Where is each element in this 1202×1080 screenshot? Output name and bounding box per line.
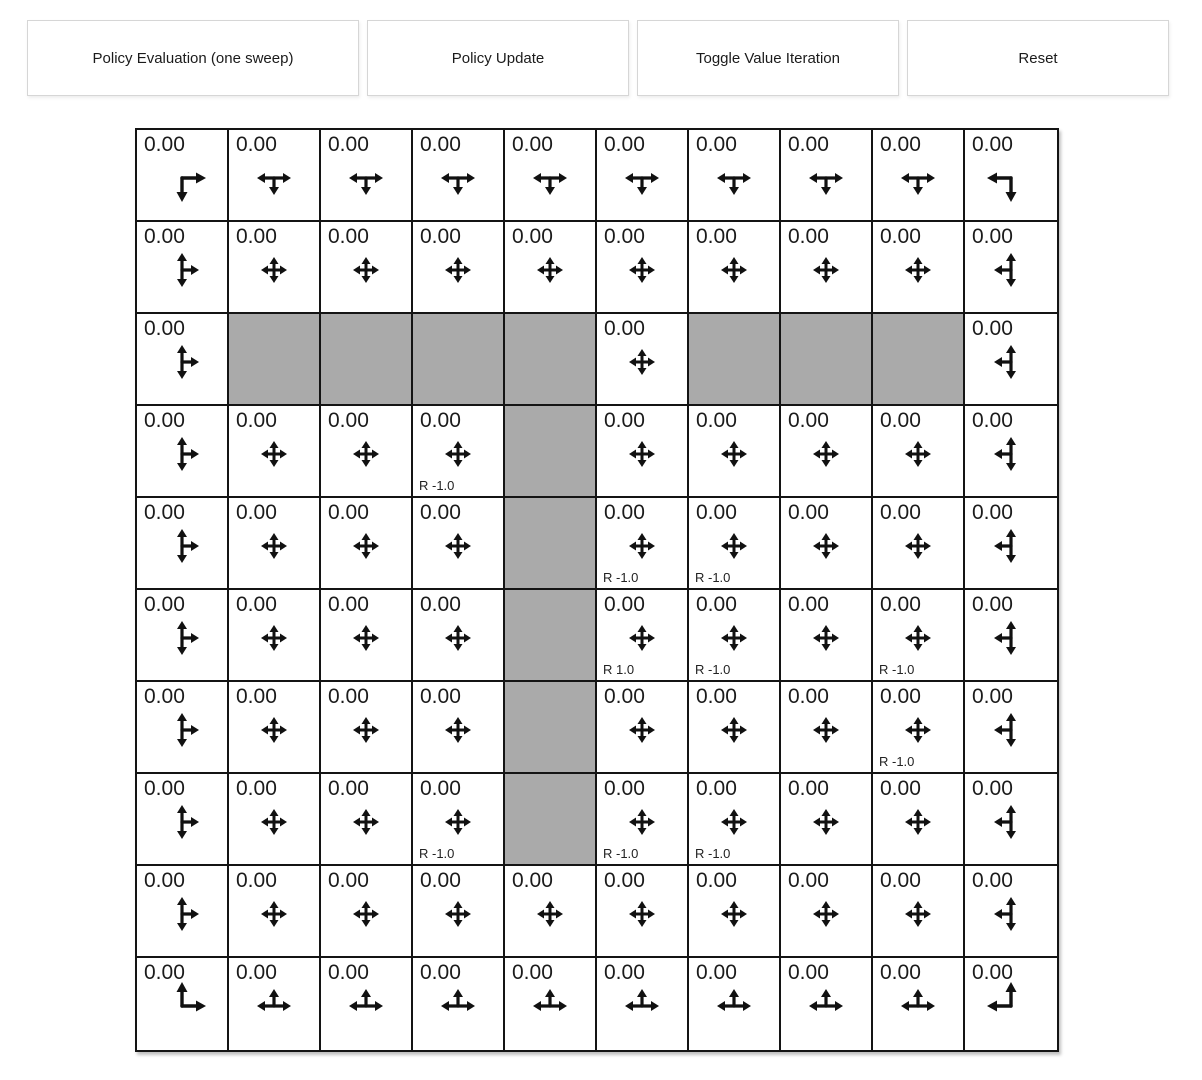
grid-cell <box>781 590 873 682</box>
policy-arrows-icon <box>890 426 946 482</box>
policy-arrows-icon <box>246 794 302 850</box>
grid-cell <box>137 682 229 774</box>
cell-value: 0.00 <box>144 777 185 800</box>
cell-value: 0.00 <box>880 961 921 984</box>
policy-arrows-icon <box>983 702 1039 758</box>
policy-arrows-icon <box>154 242 210 298</box>
gridworld <box>135 128 1059 1052</box>
cell-value: 0.00 <box>604 777 645 800</box>
wall-cell <box>505 774 597 866</box>
grid-cell <box>321 498 413 590</box>
grid-cell <box>597 406 689 498</box>
grid-cell <box>321 406 413 498</box>
cell-value: 0.00 <box>144 409 185 432</box>
grid-cell <box>965 314 1057 406</box>
cell-value: 0.00 <box>696 961 737 984</box>
grid-cell <box>689 774 781 866</box>
policy-arrows-icon <box>706 518 762 574</box>
grid-cell <box>229 682 321 774</box>
policy-arrows-icon <box>154 334 210 390</box>
cell-value: 0.00 <box>328 777 369 800</box>
wall-cell <box>413 314 505 406</box>
policy-arrows-icon <box>614 702 670 758</box>
policy-arrows-icon <box>338 610 394 666</box>
grid-cell <box>137 222 229 314</box>
cell-value: 0.00 <box>236 869 277 892</box>
policy-arrows-icon <box>983 794 1039 850</box>
grid-cell <box>873 958 965 1050</box>
policy-arrows-icon <box>890 150 946 206</box>
grid-cell <box>873 682 965 774</box>
cell-value: 0.00 <box>328 869 369 892</box>
policy-arrows-icon <box>706 610 762 666</box>
grid-cell <box>781 498 873 590</box>
reset-button[interactable]: Reset <box>907 20 1169 96</box>
cell-value: 0.00 <box>696 869 737 892</box>
policy-arrows-icon <box>614 978 670 1034</box>
policy-arrows-icon <box>246 702 302 758</box>
policy-arrows-icon <box>430 610 486 666</box>
grid-cell <box>965 866 1057 958</box>
policy-arrows-icon <box>246 886 302 942</box>
policy-arrows-icon <box>983 610 1039 666</box>
grid-cell <box>689 130 781 222</box>
grid-cell <box>873 866 965 958</box>
grid-cell <box>781 222 873 314</box>
cell-value: 0.00 <box>604 133 645 156</box>
cell-value: 0.00 <box>144 317 185 340</box>
cell-value: 0.00 <box>788 961 829 984</box>
cell-value: 0.00 <box>328 133 369 156</box>
policy-arrows-icon <box>338 426 394 482</box>
cell-value: 0.00 <box>880 777 921 800</box>
policy-arrows-icon <box>430 978 486 1034</box>
policy-arrows-icon <box>338 518 394 574</box>
cell-reward: R 1.0 <box>603 662 635 677</box>
grid-cell <box>597 498 689 590</box>
wall-cell <box>505 590 597 682</box>
grid-cell <box>137 130 229 222</box>
grid-cell <box>413 130 505 222</box>
policy-arrows-icon <box>430 242 486 298</box>
grid-cell <box>413 958 505 1050</box>
grid-cell <box>965 774 1057 866</box>
policy-arrows-icon <box>798 886 854 942</box>
cell-value: 0.00 <box>328 501 369 524</box>
cell-value: 0.00 <box>788 409 829 432</box>
policy-arrows-icon <box>246 426 302 482</box>
grid-cell <box>229 774 321 866</box>
grid-cell <box>137 406 229 498</box>
wall-cell <box>505 682 597 774</box>
cell-value: 0.00 <box>880 593 921 616</box>
grid-cell <box>321 590 413 682</box>
policy-arrows-icon <box>246 978 302 1034</box>
grid-cell <box>781 958 873 1050</box>
cell-value: 0.00 <box>788 685 829 708</box>
policy-arrows-icon <box>246 242 302 298</box>
grid-cell <box>781 406 873 498</box>
grid-cell <box>597 590 689 682</box>
grid-cell <box>873 130 965 222</box>
grid-cell <box>689 222 781 314</box>
grid-cell <box>321 130 413 222</box>
grid-cell <box>781 130 873 222</box>
cell-value: 0.00 <box>236 501 277 524</box>
grid-cell <box>321 866 413 958</box>
policy-arrows-icon <box>338 242 394 298</box>
cell-value: 0.00 <box>880 133 921 156</box>
policy-arrows-icon <box>798 150 854 206</box>
cell-value: 0.00 <box>144 225 185 248</box>
cell-value: 0.00 <box>604 225 645 248</box>
grid-cell <box>229 590 321 682</box>
policy-arrows-icon <box>430 426 486 482</box>
cell-value: 0.00 <box>972 133 1013 156</box>
policy-arrows-icon <box>430 794 486 850</box>
toggle-value-iteration-button[interactable]: Toggle Value Iteration <box>637 20 899 96</box>
policy-arrows-icon <box>338 794 394 850</box>
grid-cell <box>413 774 505 866</box>
cell-value: 0.00 <box>972 225 1013 248</box>
wall-cell <box>505 498 597 590</box>
grid-cell <box>597 130 689 222</box>
wall-cell <box>321 314 413 406</box>
policy-arrows-icon <box>798 242 854 298</box>
grid-cell <box>597 866 689 958</box>
policy-arrows-icon <box>614 794 670 850</box>
grid-cell <box>413 498 505 590</box>
cell-value: 0.00 <box>604 317 645 340</box>
policy-arrows-icon <box>338 150 394 206</box>
cell-value: 0.00 <box>144 961 185 984</box>
cell-value: 0.00 <box>972 593 1013 616</box>
policy-arrows-icon <box>430 150 486 206</box>
grid-cell <box>229 958 321 1050</box>
policy-arrows-icon <box>890 794 946 850</box>
cell-value: 0.00 <box>972 409 1013 432</box>
cell-value: 0.00 <box>144 685 185 708</box>
grid-cell <box>505 866 597 958</box>
cell-value: 0.00 <box>236 409 277 432</box>
wall-cell <box>229 314 321 406</box>
grid-cell <box>689 958 781 1050</box>
policy-arrows-icon <box>706 150 762 206</box>
policy-arrows-icon <box>522 978 578 1034</box>
wall-cell <box>689 314 781 406</box>
cell-value: 0.00 <box>972 869 1013 892</box>
policy-arrows-icon <box>614 886 670 942</box>
policy-arrows-icon <box>614 150 670 206</box>
policy-arrows-icon <box>522 150 578 206</box>
cell-value: 0.00 <box>420 501 461 524</box>
policy-arrows-icon <box>890 610 946 666</box>
cell-value: 0.00 <box>512 133 553 156</box>
cell-reward: R -1.0 <box>695 570 731 585</box>
grid-cell <box>965 682 1057 774</box>
cell-value: 0.00 <box>696 593 737 616</box>
cell-value: 0.00 <box>328 685 369 708</box>
cell-value: 0.00 <box>420 593 461 616</box>
wall-cell <box>781 314 873 406</box>
policy-arrows-icon <box>154 794 210 850</box>
cell-value: 0.00 <box>788 225 829 248</box>
cell-reward: R -1.0 <box>695 846 731 861</box>
cell-value: 0.00 <box>604 409 645 432</box>
policy-arrows-icon <box>614 426 670 482</box>
cell-value: 0.00 <box>236 685 277 708</box>
policy-arrows-icon <box>614 610 670 666</box>
cell-value: 0.00 <box>880 685 921 708</box>
policy-arrows-icon <box>706 886 762 942</box>
grid-cell <box>413 866 505 958</box>
grid-cell <box>781 866 873 958</box>
cell-value: 0.00 <box>696 133 737 156</box>
cell-value: 0.00 <box>328 593 369 616</box>
policy-arrows-icon <box>522 242 578 298</box>
grid-cell <box>321 958 413 1050</box>
grid-cell <box>965 590 1057 682</box>
grid-cell <box>597 682 689 774</box>
cell-value: 0.00 <box>972 685 1013 708</box>
policy-arrows-icon <box>890 518 946 574</box>
grid-cell <box>137 314 229 406</box>
policy-arrows-icon <box>706 242 762 298</box>
cell-value: 0.00 <box>420 685 461 708</box>
policy-arrows-icon <box>614 518 670 574</box>
cell-value: 0.00 <box>236 593 277 616</box>
policy-arrows-icon <box>338 978 394 1034</box>
policy-arrows-icon <box>890 702 946 758</box>
cell-value: 0.00 <box>604 685 645 708</box>
policy-arrows-icon <box>706 426 762 482</box>
policy-arrows-icon <box>983 886 1039 942</box>
grid-cell <box>781 774 873 866</box>
cell-value: 0.00 <box>972 317 1013 340</box>
policy-arrows-icon <box>798 610 854 666</box>
policy-arrows-icon <box>706 978 762 1034</box>
cell-value: 0.00 <box>788 777 829 800</box>
cell-value: 0.00 <box>420 869 461 892</box>
cell-value: 0.00 <box>604 869 645 892</box>
grid-cell <box>229 498 321 590</box>
policy-arrows-icon <box>706 702 762 758</box>
cell-value: 0.00 <box>420 133 461 156</box>
grid-cell <box>965 222 1057 314</box>
cell-value: 0.00 <box>788 133 829 156</box>
cell-value: 0.00 <box>880 501 921 524</box>
cell-value: 0.00 <box>420 409 461 432</box>
grid-cell <box>873 222 965 314</box>
grid-cell <box>137 590 229 682</box>
cell-value: 0.00 <box>604 593 645 616</box>
cell-value: 0.00 <box>512 961 553 984</box>
grid-cell <box>321 774 413 866</box>
policy-arrows-icon <box>983 426 1039 482</box>
grid-cell <box>505 130 597 222</box>
cell-reward: R -1.0 <box>695 662 731 677</box>
grid-cell <box>689 682 781 774</box>
grid-cell <box>137 498 229 590</box>
cell-reward: R -1.0 <box>419 846 455 861</box>
policy-arrows-icon <box>154 610 210 666</box>
grid-cell <box>413 406 505 498</box>
grid-cell <box>965 958 1057 1050</box>
grid-cell <box>689 590 781 682</box>
grid-cell <box>413 682 505 774</box>
grid-cell <box>873 774 965 866</box>
grid-cell <box>229 866 321 958</box>
policy-arrows-icon <box>798 518 854 574</box>
policy-arrows-icon <box>983 518 1039 574</box>
cell-value: 0.00 <box>236 225 277 248</box>
grid-cell <box>229 406 321 498</box>
policy-arrows-icon <box>522 886 578 942</box>
cell-value: 0.00 <box>696 225 737 248</box>
grid-cell <box>781 682 873 774</box>
policy-arrows-icon <box>246 518 302 574</box>
policy-arrows-icon <box>890 978 946 1034</box>
toolbar <box>0 0 1202 96</box>
policy-arrows-icon <box>983 334 1039 390</box>
cell-value: 0.00 <box>696 777 737 800</box>
grid-cell <box>689 866 781 958</box>
grid-cell <box>137 774 229 866</box>
grid-cell <box>505 958 597 1050</box>
grid-cell <box>597 222 689 314</box>
grid-cell <box>965 406 1057 498</box>
grid-cell <box>505 222 597 314</box>
policy-arrows-icon <box>154 978 210 1034</box>
policy-arrows-icon <box>154 150 210 206</box>
policy-arrows-icon <box>154 426 210 482</box>
cell-value: 0.00 <box>420 961 461 984</box>
policy-arrows-icon <box>983 978 1039 1034</box>
cell-value: 0.00 <box>236 777 277 800</box>
policy-evaluation-button[interactable]: Policy Evaluation (one sweep) <box>27 20 359 96</box>
policy-arrows-icon <box>154 886 210 942</box>
cell-value: 0.00 <box>972 961 1013 984</box>
policy-update-button[interactable]: Policy Update <box>367 20 629 96</box>
cell-value: 0.00 <box>696 685 737 708</box>
policy-arrows-icon <box>246 610 302 666</box>
cell-reward: R -1.0 <box>603 570 639 585</box>
wall-cell <box>505 406 597 498</box>
grid-cell <box>873 406 965 498</box>
grid-cell <box>965 130 1057 222</box>
policy-arrows-icon <box>983 150 1039 206</box>
cell-reward: R -1.0 <box>879 754 915 769</box>
policy-arrows-icon <box>154 702 210 758</box>
grid-cell <box>137 958 229 1050</box>
grid-cell <box>873 590 965 682</box>
grid-cell <box>597 774 689 866</box>
cell-value: 0.00 <box>696 409 737 432</box>
cell-reward: R -1.0 <box>603 846 639 861</box>
cell-value: 0.00 <box>788 501 829 524</box>
cell-value: 0.00 <box>144 869 185 892</box>
wall-cell <box>505 314 597 406</box>
policy-arrows-icon <box>798 702 854 758</box>
grid-cell <box>597 314 689 406</box>
grid-cell <box>413 222 505 314</box>
policy-arrows-icon <box>430 886 486 942</box>
grid-cell <box>321 222 413 314</box>
cell-value: 0.00 <box>880 869 921 892</box>
grid-cell <box>137 866 229 958</box>
cell-value: 0.00 <box>420 777 461 800</box>
policy-arrows-icon <box>798 978 854 1034</box>
policy-arrows-icon <box>890 242 946 298</box>
grid-cell <box>689 498 781 590</box>
cell-reward: R -1.0 <box>419 478 455 493</box>
policy-arrows-icon <box>430 518 486 574</box>
grid-cell <box>689 406 781 498</box>
cell-value: 0.00 <box>328 409 369 432</box>
grid-cell <box>965 498 1057 590</box>
cell-value: 0.00 <box>696 501 737 524</box>
cell-value: 0.00 <box>328 225 369 248</box>
grid-cell <box>413 590 505 682</box>
cell-value: 0.00 <box>604 961 645 984</box>
policy-arrows-icon <box>614 242 670 298</box>
grid-cell <box>321 682 413 774</box>
cell-value: 0.00 <box>236 961 277 984</box>
cell-value: 0.00 <box>604 501 645 524</box>
cell-value: 0.00 <box>788 593 829 616</box>
cell-value: 0.00 <box>972 777 1013 800</box>
cell-reward: R -1.0 <box>879 662 915 677</box>
cell-value: 0.00 <box>144 133 185 156</box>
cell-value: 0.00 <box>972 501 1013 524</box>
cell-value: 0.00 <box>328 961 369 984</box>
policy-arrows-icon <box>890 886 946 942</box>
wall-cell <box>873 314 965 406</box>
policy-arrows-icon <box>614 334 670 390</box>
policy-arrows-icon <box>430 702 486 758</box>
cell-value: 0.00 <box>420 225 461 248</box>
cell-value: 0.00 <box>144 501 185 524</box>
policy-arrows-icon <box>798 794 854 850</box>
policy-arrows-icon <box>246 150 302 206</box>
grid-cell <box>873 498 965 590</box>
cell-value: 0.00 <box>880 409 921 432</box>
cell-value: 0.00 <box>788 869 829 892</box>
cell-value: 0.00 <box>512 225 553 248</box>
grid-cell <box>597 958 689 1050</box>
cell-value: 0.00 <box>512 869 553 892</box>
policy-arrows-icon <box>706 794 762 850</box>
cell-value: 0.00 <box>236 133 277 156</box>
policy-arrows-icon <box>338 886 394 942</box>
policy-arrows-icon <box>983 242 1039 298</box>
policy-arrows-icon <box>798 426 854 482</box>
cell-value: 0.00 <box>880 225 921 248</box>
policy-arrows-icon <box>338 702 394 758</box>
grid-cell <box>229 222 321 314</box>
cell-value: 0.00 <box>144 593 185 616</box>
grid-cell <box>229 130 321 222</box>
policy-arrows-icon <box>154 518 210 574</box>
